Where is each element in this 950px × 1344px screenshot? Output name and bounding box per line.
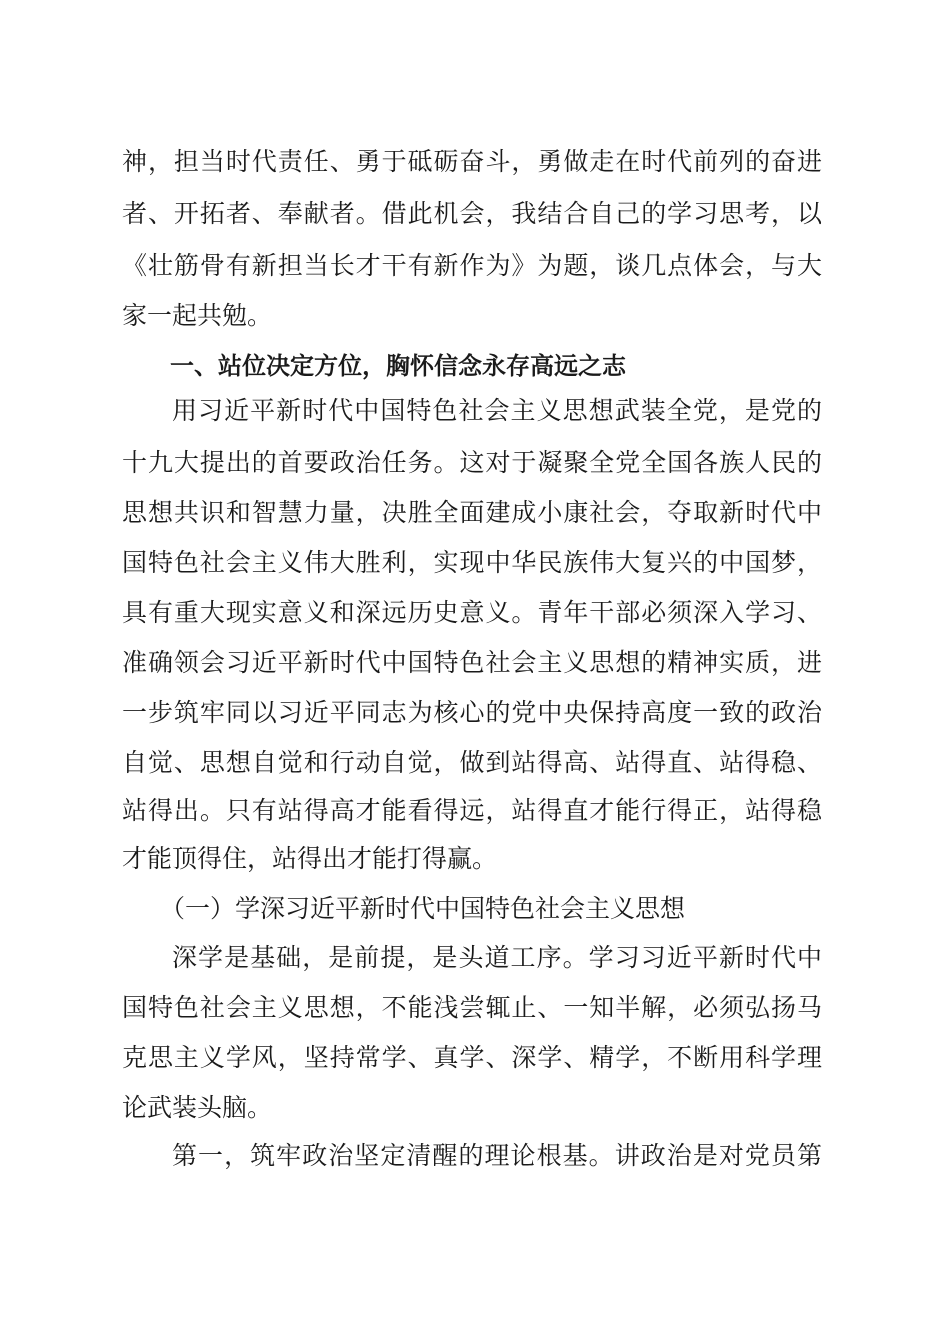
paragraph-line: 论武装头脑。 [122,1093,273,1122]
paragraph-line: 思想共识和智慧力量，决胜全面建成小康社会，夺取新时代中 [122,498,822,527]
paragraph-line: 十九大提出的首要政治任务。这对于凝聚全党全国各族人民的 [122,448,822,477]
paragraph-line: 国特色社会主义思想，不能浅尝辄止、一知半解，必须弘扬马 [122,993,822,1022]
section-heading: 一、站位决定方位，胸怀信念永存高远之志 [170,352,626,380]
paragraph-line: 《壮筋骨有新担当长才干有新作为》为题，谈几点体会，与大 [122,251,822,280]
paragraph-line: 准确领会习近平新时代中国特色社会主义思想的精神实质，进 [122,648,822,677]
paragraph-line: 家一起共勉。 [122,301,273,330]
paragraph-line: 站得出。只有站得高才能看得远，站得直才能行得正，站得稳 [122,796,822,825]
paragraph-line: 神，担当时代责任、勇于砥砺奋斗，勇做走在时代前列的奋进 [122,147,822,176]
paragraph-line: 具有重大现实意义和深远历史意义。青年干部必须深入学习、 [122,598,822,627]
paragraph-line: 自觉、思想自觉和行动自觉，做到站得高、站得直、站得稳、 [122,748,822,777]
paragraph-line: 第一，筑牢政治坚定清醒的理论根基。讲政治是对党员第 [172,1141,822,1170]
paragraph-line: 克思主义学风，坚持常学、真学、深学、精学，不断用科学理 [122,1043,822,1072]
subsection-heading: （一）学深习近平新时代中国特色社会主义思想 [160,894,686,923]
paragraph-line: 才能顶得住，站得出才能打得赢。 [122,844,498,873]
paragraph-line: 一步筑牢同以习近平同志为核心的党中央保持高度一致的政治 [122,698,822,727]
paragraph-line: 用习近平新时代中国特色社会主义思想武装全党，是党的 [172,396,822,425]
paragraph-line: 深学是基础，是前提，是头道工序。学习习近平新时代中 [172,943,822,972]
paragraph-line: 者、开拓者、奉献者。借此机会，我结合自己的学习思考，以 [122,199,822,228]
paragraph-line: 国特色社会主义伟大胜利，实现中华民族伟大复兴的中国梦， [122,548,822,577]
